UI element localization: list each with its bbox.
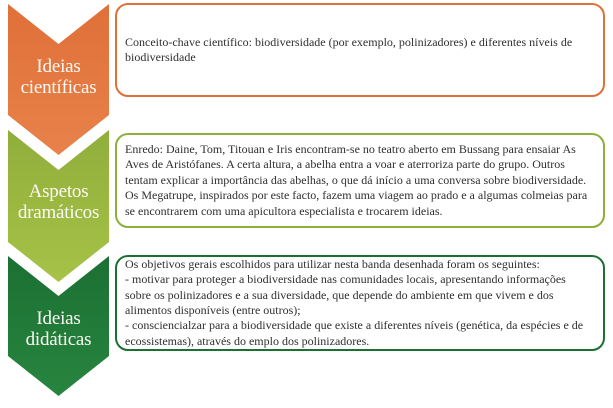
label-line: científicas: [20, 77, 97, 98]
label-line: didáticas: [25, 329, 92, 350]
label-line: Aspetos: [28, 181, 89, 202]
textbox-paragraph: Conceito-chave científico: biodiversidade (por exemplo, polinizadores) e diferentes níveis de biodiversidade: [125, 34, 573, 64]
label-line: dramáticos: [17, 202, 100, 223]
textbox-paragraph: Enredo: Daine, Tom, Titouan e Iris encontram-se no teatro aberto em Bussang para ensaiar As Aves de Aristófanes. A certa altura, a abelha entra a voar e aterroriza parte do grupo. Outros tentam explicar a importância das abelhas, o que dá início a uma conversa sobre biodiversidade. Os Megatrupe, inspirados por este facto, fazem uma viagem ao prado e a algumas colmeias para se encontrarem com uma apicultora especialista e trocarem ideias.: [125, 141, 588, 218]
textbox-paragraph: Os objetivos gerais escolhidos para utilizar nesta banda desenhada foram os seguintes:: [125, 256, 540, 271]
chevron-label-dramaticos: [0, 181, 117, 223]
textbox-paragraph: - motivar para proteger a biodiversidade nas comunidades locais, apresentando informações sobre os polinizadores e a sua diversidade, que depende do ambiente em que vivem e dos alimentos disponíveis (entre outros);: [125, 272, 566, 317]
chevron-label-didaticas: [0, 308, 117, 350]
label-line: Ideias: [36, 308, 81, 329]
textbox-cientificas: [115, 3, 605, 97]
textbox-dramaticos: [115, 133, 605, 228]
textbox-paragraph: - consciencialzar para a biodiversidade que existe a diferentes níveis (genética, da espécies e de ecossistemas), através do emplo dos polinizadores.: [125, 318, 584, 348]
textbox-didaticas: [115, 255, 605, 351]
chevron-label-cientificas: [0, 56, 117, 98]
label-line: Ideias: [36, 56, 81, 77]
